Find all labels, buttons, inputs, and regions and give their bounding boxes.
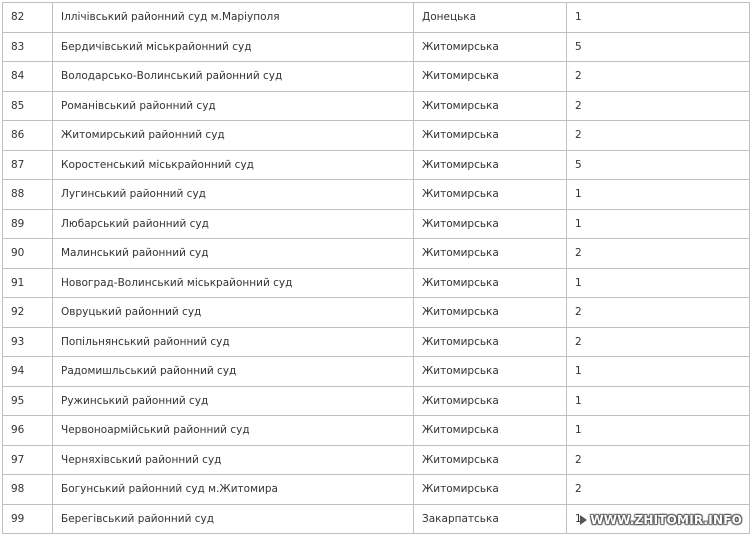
region-name: Донецька [414,3,567,33]
court-name: Ружинський районний суд [53,386,414,416]
region-name: Закарпатська [414,504,567,534]
row-number: 91 [3,268,53,298]
row-number: 84 [3,62,53,92]
table-row [3,121,750,151]
table-row [3,416,750,446]
case-count: 5 [567,150,750,180]
court-name: Берегівський районний суд [53,504,414,534]
row-number: 88 [3,180,53,210]
region-name: Житомирська [414,268,567,298]
case-count: 1 [567,386,750,416]
case-count: 1 [567,3,750,33]
row-number: 82 [3,3,53,33]
region-name: Житомирська [414,239,567,269]
case-count: 1 [567,357,750,387]
region-name: Житомирська [414,445,567,475]
case-count: 1 [567,416,750,446]
court-name: Черняхівський районний суд [53,445,414,475]
region-name: Житомирська [414,386,567,416]
table-row [3,91,750,121]
row-number: 98 [3,475,53,505]
table-row [3,180,750,210]
case-count: 2 [567,475,750,505]
row-number: 92 [3,298,53,328]
row-number: 90 [3,239,53,269]
court-name: Попільнянський районний суд [53,327,414,357]
table-row [3,386,750,416]
case-count: 1 [567,209,750,239]
table-row [3,62,750,92]
row-number: 85 [3,91,53,121]
region-name: Житомирська [414,62,567,92]
region-name: Житомирська [414,180,567,210]
row-number: 94 [3,357,53,387]
court-name: Житомирський районний суд [53,121,414,151]
region-name: Житомирська [414,416,567,446]
courts-table-body [3,3,750,534]
court-name: Малинський районний суд [53,239,414,269]
arrow-right-icon [580,515,587,525]
table-row [3,327,750,357]
table-row [3,150,750,180]
table-row [3,445,750,475]
table-row [3,475,750,505]
court-name: Володарсько-Волинський районний суд [53,62,414,92]
court-name: Романівський районний суд [53,91,414,121]
court-name: Червоноармійський районний суд [53,416,414,446]
table-row [3,209,750,239]
region-name: Житомирська [414,91,567,121]
case-count: 1 [567,268,750,298]
region-name: Житомирська [414,327,567,357]
row-number: 86 [3,121,53,151]
row-number: 89 [3,209,53,239]
region-name: Житомирська [414,121,567,151]
row-number: 96 [3,416,53,446]
row-number: 95 [3,386,53,416]
watermark-text: WWW.ZHITOMIR.INFO [590,513,742,527]
row-number: 83 [3,32,53,62]
court-name: Овруцький районний суд [53,298,414,328]
table-row [3,357,750,387]
case-count: 2 [567,445,750,475]
case-count: 2 [567,327,750,357]
courts-table [2,2,750,534]
case-count: 2 [567,121,750,151]
region-name: Житомирська [414,32,567,62]
court-name: Богунський районний суд м.Житомира [53,475,414,505]
case-count: 2 [567,62,750,92]
row-number: 87 [3,150,53,180]
table-row [3,32,750,62]
region-name: Житомирська [414,298,567,328]
region-name: Житомирська [414,357,567,387]
region-name: Житомирська [414,475,567,505]
case-count: 5 [567,32,750,62]
court-name: Радомишльський районний суд [53,357,414,387]
court-name: Любарський районний суд [53,209,414,239]
court-name: Іллічівський районний суд м.Маріуполя [53,3,414,33]
court-name: Новоград-Волинський міськрайонний суд [53,268,414,298]
court-name: Бердичівський міськрайонний суд [53,32,414,62]
court-name: Лугинський районний суд [53,180,414,210]
case-count: 2 [567,91,750,121]
row-number: 93 [3,327,53,357]
region-name: Житомирська [414,209,567,239]
case-count: 1 [567,180,750,210]
row-number: 99 [3,504,53,534]
court-name: Коростенський міськрайонний суд [53,150,414,180]
region-name: Житомирська [414,150,567,180]
table-row [3,298,750,328]
case-count: 2 [567,298,750,328]
case-count: 2 [567,239,750,269]
row-number: 97 [3,445,53,475]
case-count: 1 [567,504,750,534]
table-row [3,239,750,269]
table-row [3,3,750,33]
table-row [3,268,750,298]
site-watermark [580,513,742,527]
